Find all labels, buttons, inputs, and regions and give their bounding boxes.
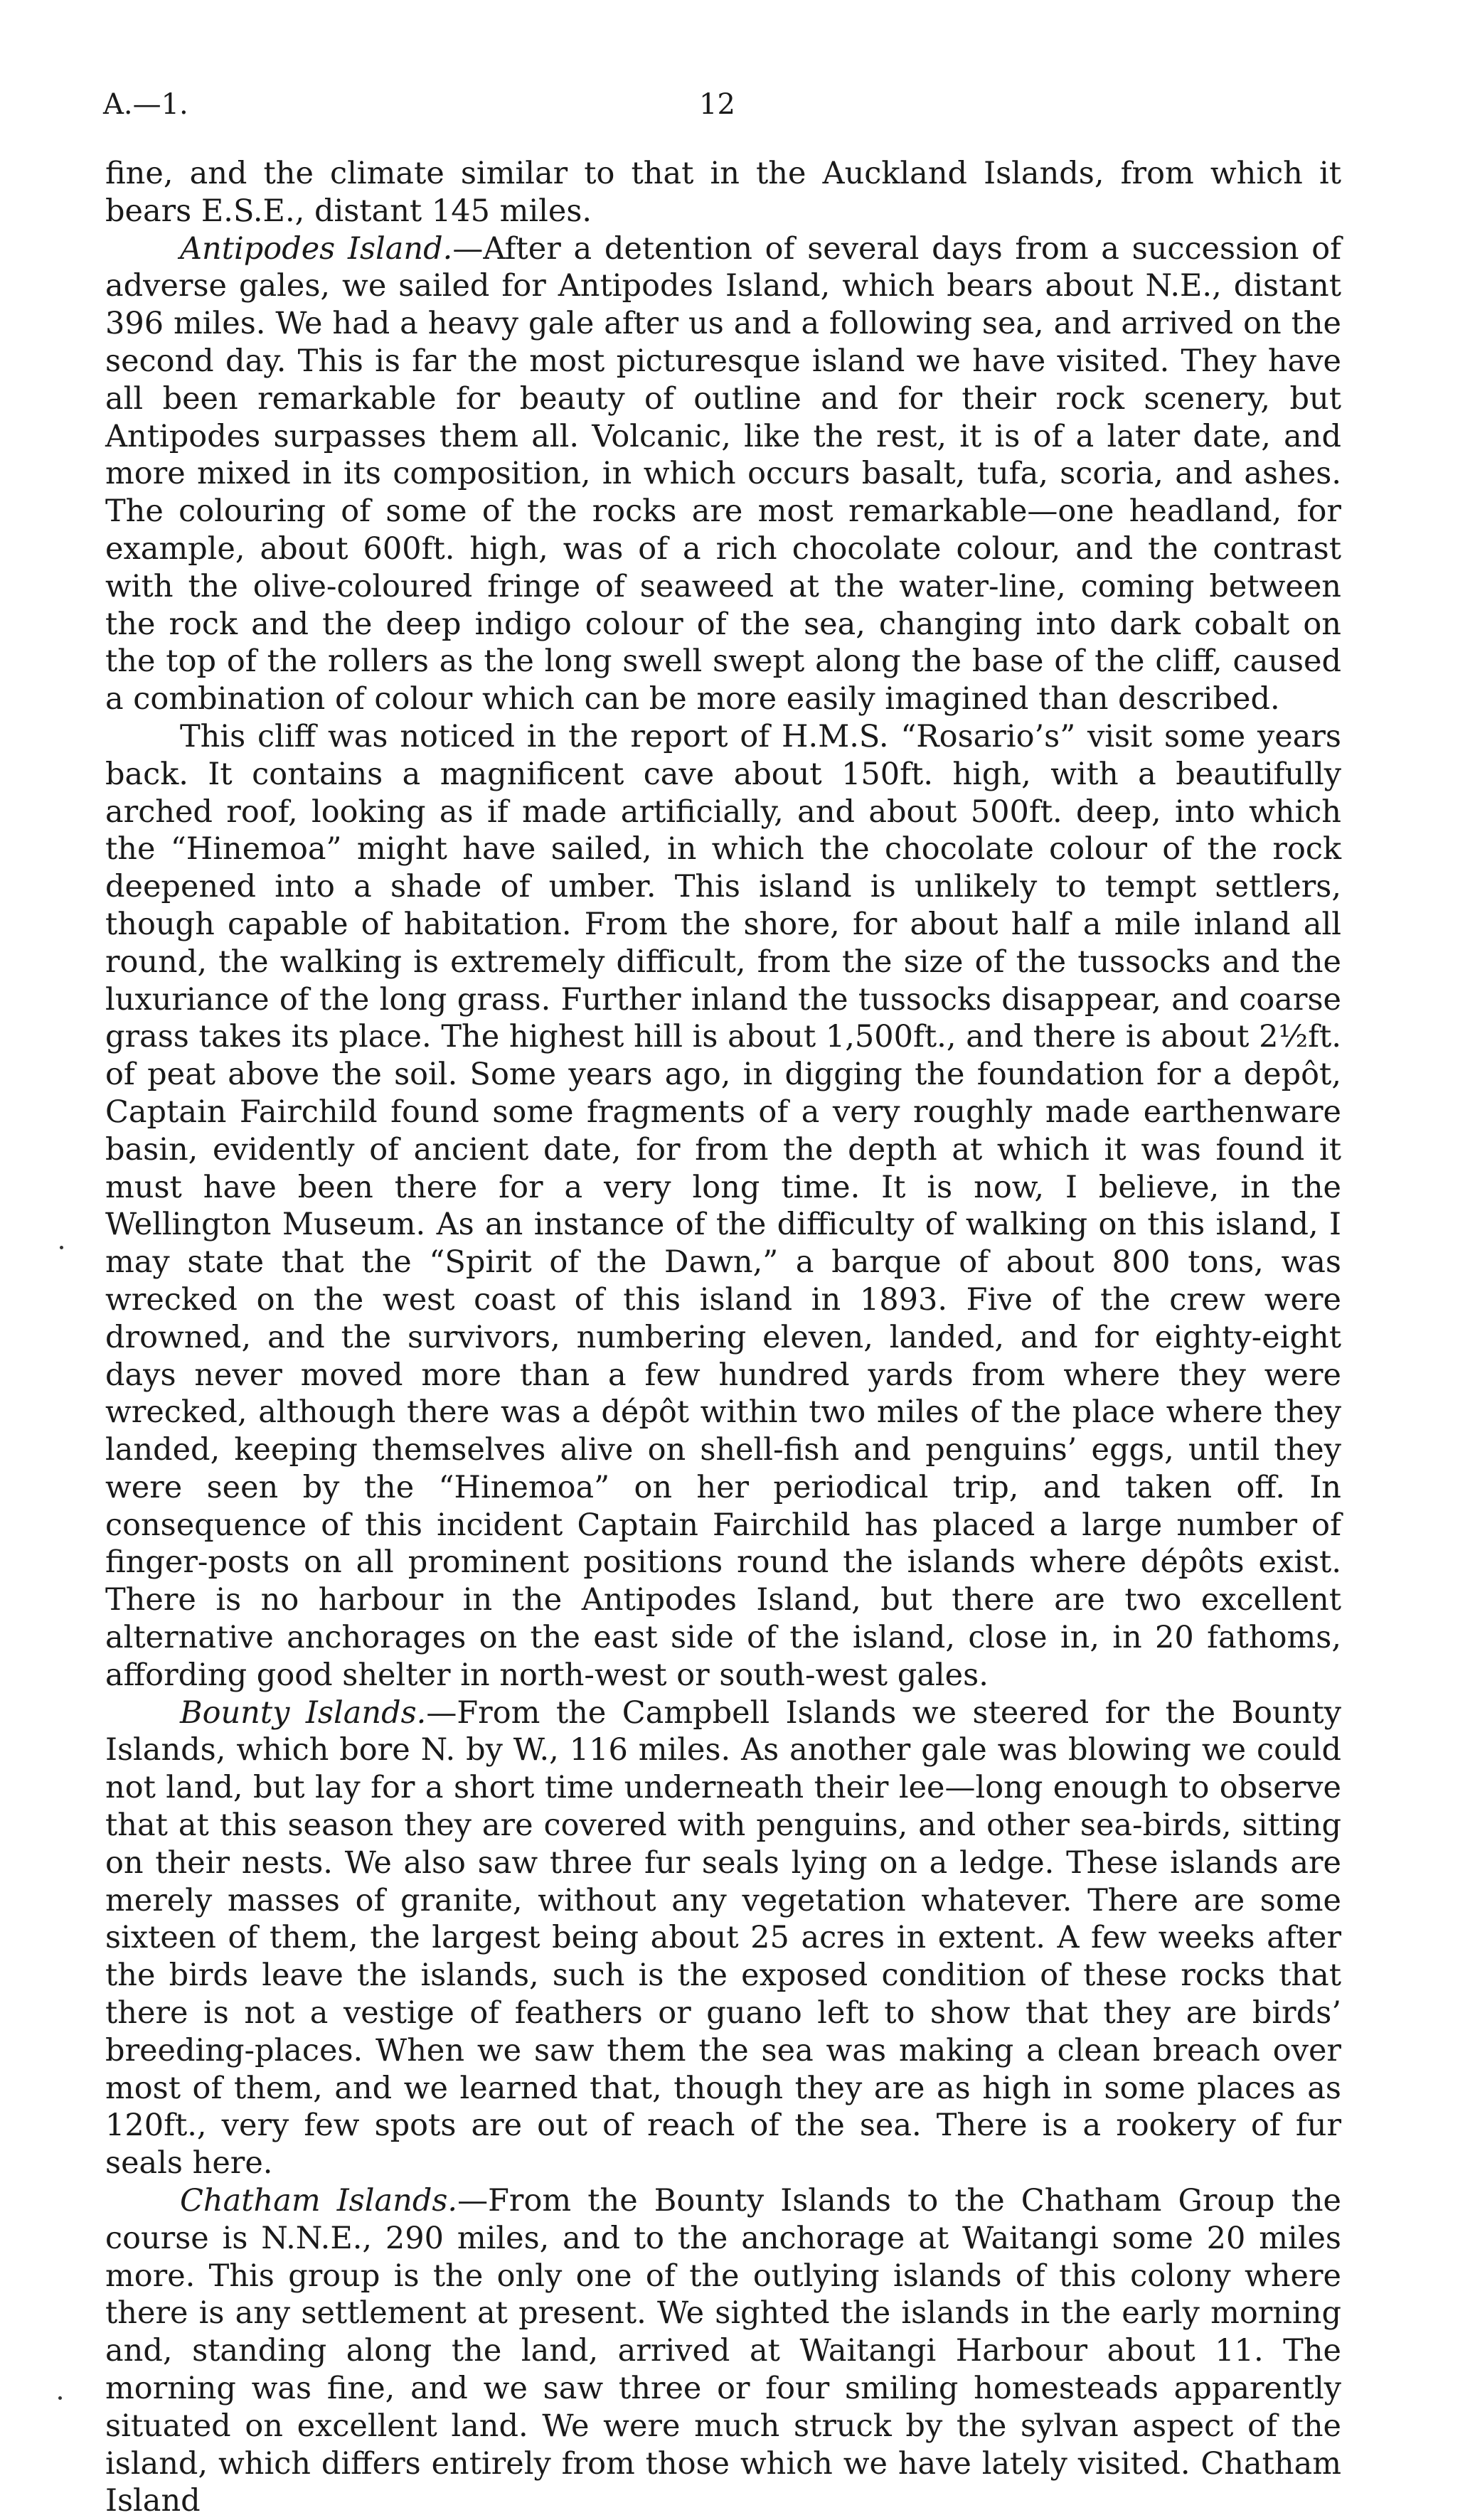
margin-speck — [58, 2396, 62, 2400]
paragraph-text: —From the Bounty Islands to the Chatham Group the course is N.N.E., 290 miles, and to the anchorage at Waitangi some 20 miles more. This group is the only one of the outlying islands of this colony where there is any settlement at present. We sighted the islands in the early morning and, standing along the land, arrived at Waitangi Harbour about 11. The morning was fine, and we saw three or four smiling homesteads apparently situated on excellent land. We were much struck by the sylvan aspect of the island, which differs entirely from those which we have lately visited. Chatham Island — [105, 2183, 1341, 2519]
page-body — [105, 155, 1341, 2520]
paragraph-text: This cliff was noticed in the report of H.M.S. “Rosario’s” visit some years back. It contains a magnificent cave about 150ft. high, with a beautifully arched roof, looking as if made artificially, and about 500ft. deep, into which the “Hinemoa” might have sailed, in which the chocolate colour of the rock deepened into a shade of umber. This island is unlikely to tempt settlers, though capable of habitation. From the shore, for about half a mile inland all round, the walking is extremely difficult, from the size of the tussocks and the luxuriance of the long grass. Further inland the tussocks disappear, and coarse grass takes its place. The highest hill is about 1,500ft., and there is about 2½ft. of peat above the soil. Some years ago, in digging the foundation for a depôt, Captain Fairchild found some fragments of a very roughly made earthenware basin, evidently of ancient date, for from the depth at which it was found it must have been there for a very long time. It is now, I believe, in the Wellington Museum. As an instance of the difficulty of walking on this island, I may state that the “Spirit of the Dawn,” a barque of about 800 tons, was wrecked on the west coast of this island in 1893. Five of the crew were drowned, and the survivors, numbering eleven, landed, and for eighty-eight days never moved more than a few hundred yards from where they were wrecked, although there was a dépôt within two miles of the place where they landed, keeping themselves alive on shell-fish and penguins’ eggs, until they were seen by the “Hinemoa” on her periodical trip, and taken off. In consequence of this incident Captain Fairchild has placed a large number of finger-posts on all prominent positions round the islands where dépôts exist. There is no harbour in the Antipodes Island, but there are two excellent alternative anchorages on the east side of the island, close in, in 20 fathoms, affording good shelter in north-west or south-west gales. — [105, 718, 1341, 1693]
paragraph-antipodes-island — [105, 230, 1341, 718]
section-heading-chatham: Chatham Islands. — [180, 2183, 458, 2219]
section-heading-bounty: Bounty Islands. — [180, 1694, 427, 1731]
section-heading-antipodes: Antipodes Island. — [180, 230, 453, 267]
paragraph-cliff-cave — [105, 718, 1341, 1694]
margin-speck — [60, 1246, 63, 1249]
paragraph-chatham-islands — [105, 2182, 1341, 2520]
paragraph-text: —From the Campbell Islands we steered for the Bounty Islands, which bore N. by W., 116 miles. As another gale was blowing we could not land, but lay for a short time underneath their lee—long enough to observe that at this season they are covered with penguins, and other sea-birds, sitting on their nests. We also saw three fur seals lying on a ledge. These islands are merely masses of granite, without any vegetation whatever. There are some sixteen of them, the largest being about 25 acres in extent. A few weeks after the birds leave the islands, such is the exposed condition of these rocks that there is not a vestige of feathers or guano left to show that they are birds’ breeding-places. When we saw them the sea was making a clean breach over most of them, and we learned that, though they are as high in some places as 120ft., very few spots are out of reach of the sea. There is a rookery of fur seals here. — [105, 1694, 1342, 2182]
paragraph-text: fine, and the climate similar to that in the Auckland Islands, from which it bears E.S.E., distant 145 miles. — [105, 156, 1341, 229]
page-number: 12 — [699, 88, 735, 121]
document-reference: A.—1. — [103, 88, 188, 121]
paragraph-bounty-islands — [105, 1694, 1341, 2182]
page-header — [103, 88, 1341, 131]
paragraph-text: —After a detention of several days from a succession of adverse gales, we sailed for Antipodes Island, which bears about N.E., distant 396 miles. We had a heavy gale after us and a following sea, and arrived on the second day. This is far the most picturesque island we have visited. They have all been remarkable for beauty of outline and for their rock scenery, but Antipodes surpasses them all. Volcanic, like the rest, it is of a later date, and more mixed in its composition, in which occurs basalt, tufa, scoria, and ashes. The colouring of some of the rocks are most remarkable—one headland, for example, about 600ft. high, was of a rich chocolate colour, and the contrast with the olive-coloured fringe of seaweed at the water-line, coming between the rock and the deep indigo colour of the sea, changing into dark cobalt on the top of the rollers as the long swell swept along the base of the cliff, caused a combination of colour which can be more easily imagined than described. — [105, 230, 1342, 717]
paragraph-continuation — [105, 155, 1341, 230]
